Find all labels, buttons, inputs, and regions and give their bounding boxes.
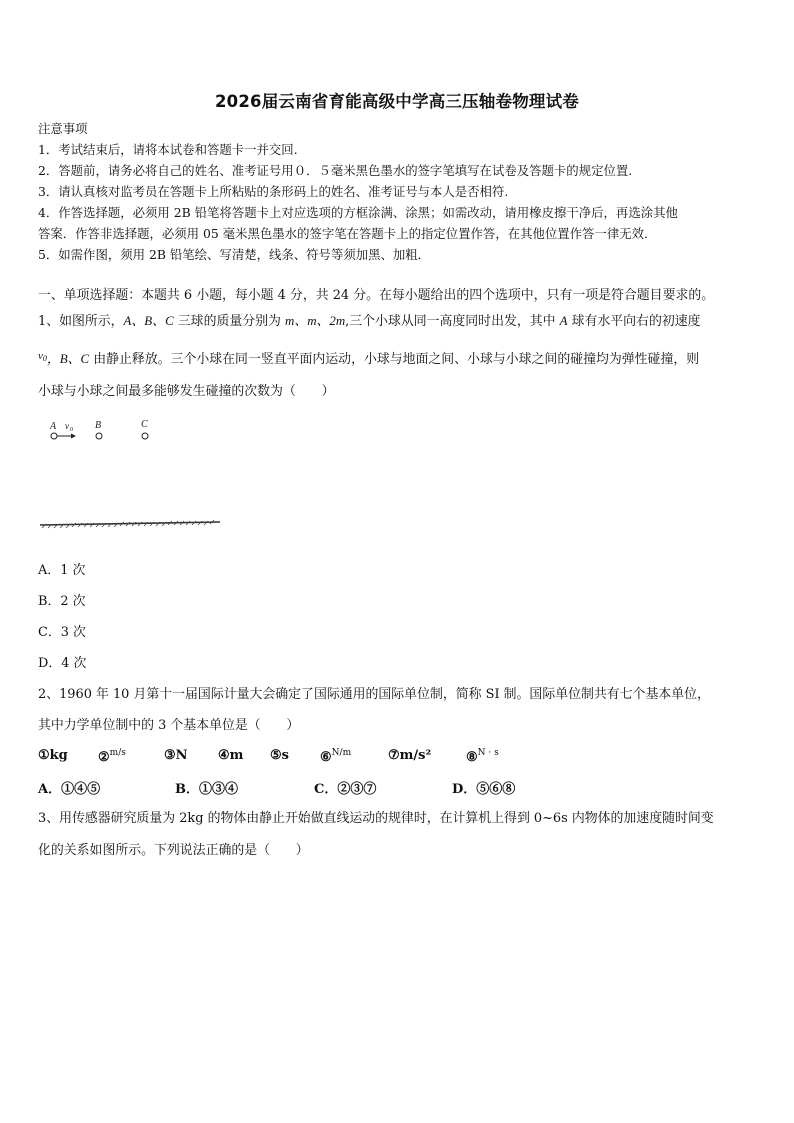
q2-choice-c: C．②③⑦ — [314, 782, 377, 797]
ball-b — [96, 433, 102, 439]
q1-var-a: A — [559, 314, 568, 328]
fig-label-a: A — [50, 421, 57, 432]
q1-line-2 — [38, 350, 699, 370]
q2-line-2: 其中力学单位制中的 3 个基本单位是（ ） — [38, 718, 300, 733]
q1-line-3: 小球与小球之间最多能够发生碰撞的次数为（ ） — [38, 384, 335, 399]
notice-item-5: 5．如需作图，须用 2B 铅笔绘、写清楚，线条、符号等须加黑、加粗． — [38, 247, 431, 262]
unit-5: ⑤s — [270, 748, 289, 763]
notice-item-1: 1．考试结束后，请将本试卷和答题卡一并交回. — [38, 142, 298, 157]
q1-vars: A、B、C — [123, 314, 174, 328]
fig-label-c: C — [141, 419, 148, 430]
page-title: 2026届云南省育能高级中学高三压轴卷物理试卷 — [214, 92, 580, 111]
q1-text: 球有水平向右的初速度 — [567, 314, 701, 329]
notice-item-2: 2．答题前，请务必将自己的姓名、准考证号用０．５毫米黑色墨水的签字笔填写在试卷及答题卡的规定位置. — [38, 163, 633, 178]
q1-option-b: B．2 次 — [38, 594, 86, 609]
q1-masses: m、m、2m — [285, 314, 346, 328]
q1-option-a: A．1 次 — [38, 563, 86, 578]
ground — [40, 520, 220, 528]
q1-text: ,三个小球从同一高度同时出发，其中 — [345, 314, 560, 329]
ball-a — [51, 433, 57, 439]
unit-6: ⑥$^{N/m}$ — [320, 748, 352, 765]
notice-item-4-cont: 答案．作答非选择题，必须用 05 毫米黑色墨水的签字笔在答题卡上的指定位置作答，在其他位置作答一律无效． — [38, 226, 657, 241]
q1-option-c: C．3 次 — [38, 625, 86, 640]
notice-heading: 注意事项 — [38, 121, 88, 136]
unit-2: ②$^{m/s}$ — [98, 748, 126, 765]
fig-label-v: v — [65, 421, 69, 431]
unit-1: ①kg — [38, 748, 68, 763]
q1-v: v — [38, 350, 43, 362]
q1-option-d: D．4 次 — [38, 656, 87, 671]
q2-choice-b: B．①③④ — [175, 782, 238, 797]
q3-line-1: 3、用传感器研究质量为 2kg 的物体由静止开始做直线运动的规律时，在计算机上得到 0~6s 内物体的加速度随时间变 — [38, 811, 714, 826]
q1-figure — [38, 412, 228, 538]
q1-bc: ，B、C — [46, 352, 90, 366]
ball-c — [142, 433, 148, 439]
q2-choice-d: D．⑤⑥⑧ — [452, 782, 516, 797]
unit-3: ③N — [164, 748, 188, 763]
q1-v-sub: 0 — [42, 354, 47, 363]
q2-units-row — [38, 748, 598, 768]
section-heading: 一、单项选择题：本题共 6 小题，每小题 4 分，共 24 分。在每小题给出的四个选项中，只有一项是符合题目要求的。 — [38, 288, 715, 303]
unit-8: ⑧$^{N \cdot s}$ — [466, 748, 499, 765]
notice-item-3: 3．请认真核对监考员在答题卡上所粘贴的条形码上的姓名、准考证号与本人是否相符. — [38, 184, 509, 199]
q1-text: 三球的质量分别为 — [173, 314, 286, 329]
q1-line-1 — [38, 312, 701, 331]
notice-item-4: 4．作答选择题，必须用 2B 铅笔将答题卡上对应选项的方框涂满、涂黑；如需改动，请用橡皮擦干净后，再选涂其他 — [38, 205, 678, 220]
q2-line-1: 2、1960 年 10 月第十一届国际计量大会确定了国际通用的国际单位制，简称 SI 制。国际单位制共有七个基本单位， — [38, 687, 710, 702]
q1-text: 1、如图所示， — [38, 314, 124, 329]
fig-label-b: B — [95, 420, 102, 431]
unit-7: ⑦m/s² — [388, 748, 432, 763]
arrow-head-icon — [71, 434, 76, 439]
q3-line-2: 化的关系如图所示。下列说法正确的是（ ） — [38, 843, 309, 858]
unit-4: ④m — [218, 748, 244, 763]
q1-text: 由静止释放。三个小球在同一竖直平面内运动，小球与地面之间、小球与小球之间的碰撞均为弹性碰撞，则 — [89, 352, 700, 367]
fig-label-v0: 0 — [70, 427, 73, 433]
q2-choice-a: A．①④⑤ — [38, 782, 101, 797]
